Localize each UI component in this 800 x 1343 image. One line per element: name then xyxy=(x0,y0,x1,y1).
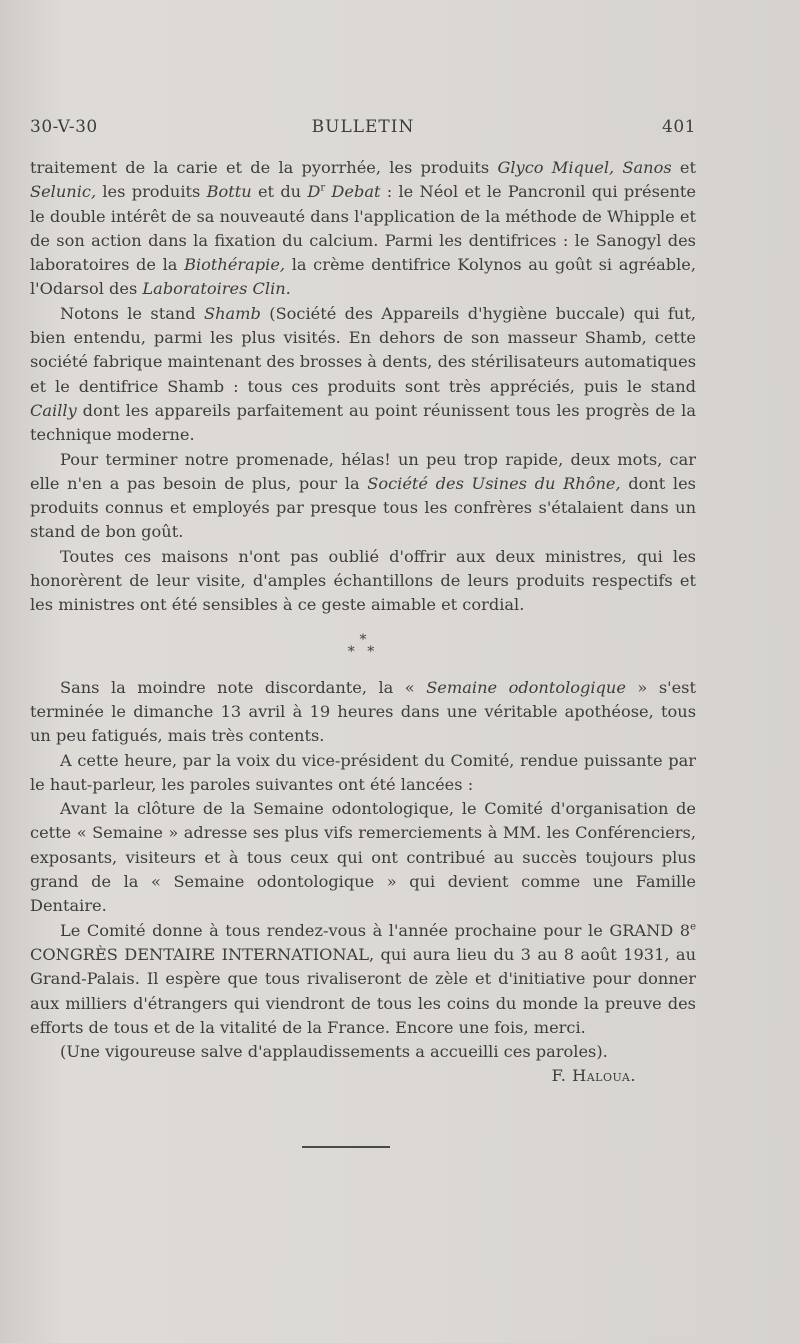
text-run: A cette heure, par la voix du vice-président du Comité, rendue puissante par le haut-parleur, les paroles suivantes ont été lancées : xyxy=(30,750,696,794)
header-date: 30-V-30 xyxy=(30,117,98,137)
italic-text: Société des Usines du Rhône, xyxy=(367,473,621,493)
paragraph xyxy=(30,1040,696,1064)
italic-text: Bottu xyxy=(206,182,252,202)
text-run: dont les appareils parfaitement au point réunissent tous les progrès de la technique moderne. xyxy=(30,400,696,445)
italic-text: Biothérapie, xyxy=(184,255,286,275)
paragraph-group-closing xyxy=(30,676,696,1065)
italic-text: Laboratoires Clin. xyxy=(142,279,291,299)
running-header xyxy=(30,117,696,141)
text-run: et du xyxy=(251,182,308,202)
paragraph xyxy=(30,302,696,448)
paragraph xyxy=(30,919,696,1040)
text-run: (Une vigoureuse salve d'applaudissements a accueilli ces paroles). xyxy=(60,1042,608,1062)
paragraph xyxy=(30,797,696,918)
paragraph xyxy=(30,676,696,749)
asterism-bottom: * * xyxy=(347,643,379,660)
italic-text: Shamb xyxy=(204,303,261,323)
asterism-separator xyxy=(30,618,696,676)
paragraph xyxy=(30,156,696,302)
page-number: 401 xyxy=(662,117,696,137)
text-run: la crème dentifrice Kolynos au goût si agréable, l'Odarsol des xyxy=(30,255,696,299)
text-run: et xyxy=(671,158,696,177)
asterism-top: * xyxy=(359,631,367,648)
header-title: BULLETIN xyxy=(311,117,415,137)
italic-text: D xyxy=(307,182,321,202)
article-body xyxy=(30,156,696,1089)
text-run: dont les produits connus et employés par presque tous les confrères s'étalaient dans un stand de bon goût. xyxy=(30,473,696,542)
text-run: » s'est terminée le dimanche 13 avril à 19 heures dans une véritable apothéose, tous un peu fatigués, mais très contents. xyxy=(30,677,696,746)
italic-text: Selunic, xyxy=(30,182,97,202)
text-run: Notons le stand xyxy=(60,303,204,323)
italic-text: Semaine odontologique xyxy=(426,677,626,697)
paragraph xyxy=(30,545,696,618)
paragraph xyxy=(30,749,696,798)
text-run: Toutes ces maisons n'ont pas oublié d'offrir aux deux ministres, qui les honorèrent de leur visite, d'amples échantillons de leurs produits respectifs et les ministres ont été sensibles à ce geste aimable et cordial. xyxy=(30,546,696,615)
author-signature: F. Haloua. xyxy=(551,1066,636,1086)
text-run: (Société des Appareils d'hygiène buccale) qui fut, bien entendu, parmi les plus visités. En dehors de son masseur Shamb, cette société fabrique maintenant des brosses à dents, des stérilisateurs automatiques et le dentifrice Shamb : tous ces produits sont très appréciés, puis le stand xyxy=(30,303,696,396)
end-rule xyxy=(302,1146,390,1148)
italic-text: Debat xyxy=(331,182,381,202)
text-run: Sans la moindre note discordante, la « xyxy=(60,677,427,697)
text-run: traitement de la carie et de la pyorrhée, les produits xyxy=(30,158,498,177)
paragraph-group-exhibitors xyxy=(30,156,696,618)
text-run: : le Néol et le Pancronil qui présente le double intérêt de sa nouveauté dans l'application de la méthode de Whipple et de son action dans la fixation du calcium. Parmi les dentifrices : le Sanogyl des laboratoires de la xyxy=(30,182,697,275)
text-run: les produits xyxy=(96,182,207,202)
superscript: r xyxy=(320,182,326,194)
paragraph xyxy=(30,448,696,545)
text-run: CONGRÈS DENTAIRE INTERNATIONAL, qui aura lieu du 3 au 8 août 1931, au Grand-Palais. Il espère que tous rivaliseront de zèle et d'initiative pour donner aux milliers d'étrangers qui viendront de tous les coins du monde la preuve des efforts de tous et de la vitalité de la France. Encore une fois, merci. xyxy=(30,944,696,1037)
text-run: Avant la clôture de la Semaine odontologique, le Comité d'organisation de cette « Semaine » adresse ses plus vifs remerciements à MM. les Conférenciers, exposants, visiteurs et à tous ceux qui ont contribué au succès toujours plus grand de la « Semaine odontologique » qui devient comme une Famille Dentaire. xyxy=(30,799,696,916)
text-run: Pour terminer notre promenade, hélas! un peu trop rapide, deux mots, car elle n'en a pas besoin de plus, pour la xyxy=(30,449,696,493)
italic-text: Cailly xyxy=(30,400,77,420)
text-run: Le Comité donne à tous rendez-vous à l'année prochaine pour le GRAND 8 xyxy=(60,920,691,940)
italic-text: Glyco Miquel, Sanos xyxy=(497,158,672,177)
superscript: e xyxy=(690,921,696,933)
